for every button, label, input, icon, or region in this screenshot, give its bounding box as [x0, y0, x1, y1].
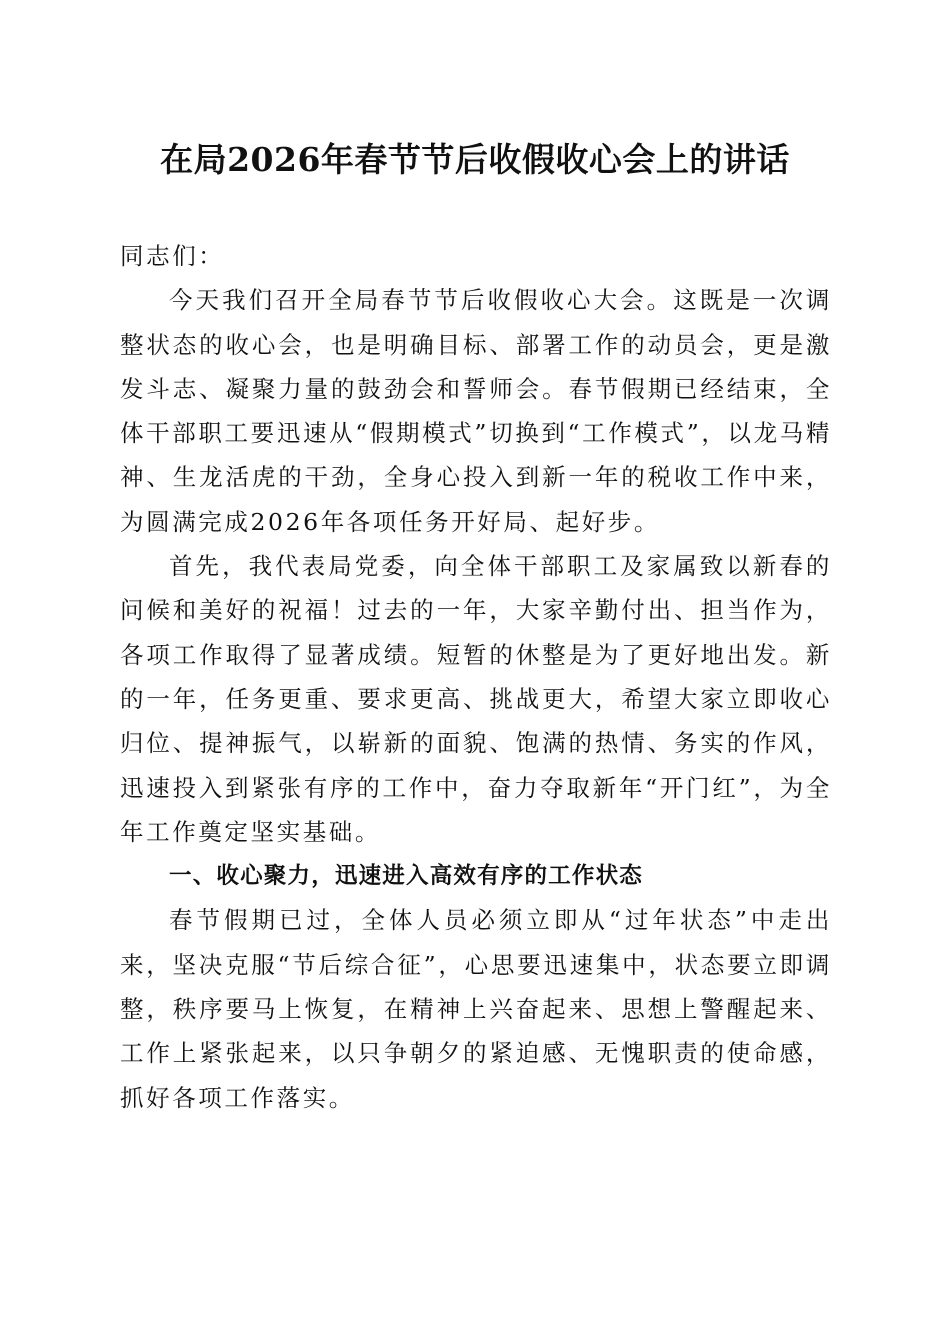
section-1-paragraph: 春节假期已过，全体人员必须立即从“过年状态”中走出来，坚决克服“节后综合征”，心思要迅速集中，状态要立即调整，秩序要马上恢复，在精神上兴奋起来、思想上警醒起来、工作上紧张起来，以只争朝夕的紧迫感、无愧职责的使命感，抓好各项工作落实。 — [120, 906, 832, 1112]
paragraph-opening: 今天我们召开全局春节节后收假收心大会。这既是一次调整状态的收心会，也是明确目标、部署工作的动员会，更是激发斗志、凝聚力量的鼓劲会和誓师会。春节假期已经结束，全体干部职工要迅速从“假期模式”切换到“工作模式”，以龙马精神、生龙活虎的干劲，全身心投入到新一年的税收工作中来，为圆满完成2026年各项任务开好局、起好步。 — [120, 286, 832, 536]
section-heading-1: 一、收心聚力，迅速进入高效有序的工作状态 — [169, 863, 644, 890]
document-title: 在局2026年春节节后收假收心会上的讲话 — [160, 140, 790, 179]
paragraph-greeting: 首先，我代表局党委，向全体干部职工及家属致以新春的问候和美好的祝福！过去的一年，大家辛勤付出、担当作为，各项工作取得了显著成绩。短暂的休整是为了更好地出发。新的一年，任务更重、要求更高、挑战更大，希望大家立即收心归位、提神振气，以崭新的面貌、饱满的热情、务实的作风，迅速投入到紧张有序的工作中，奋力夺取新年“开门红”，为全年工作奠定坚实基础。 — [120, 552, 832, 846]
salutation: 同志们： — [120, 242, 225, 270]
document-body — [120, 234, 832, 1120]
